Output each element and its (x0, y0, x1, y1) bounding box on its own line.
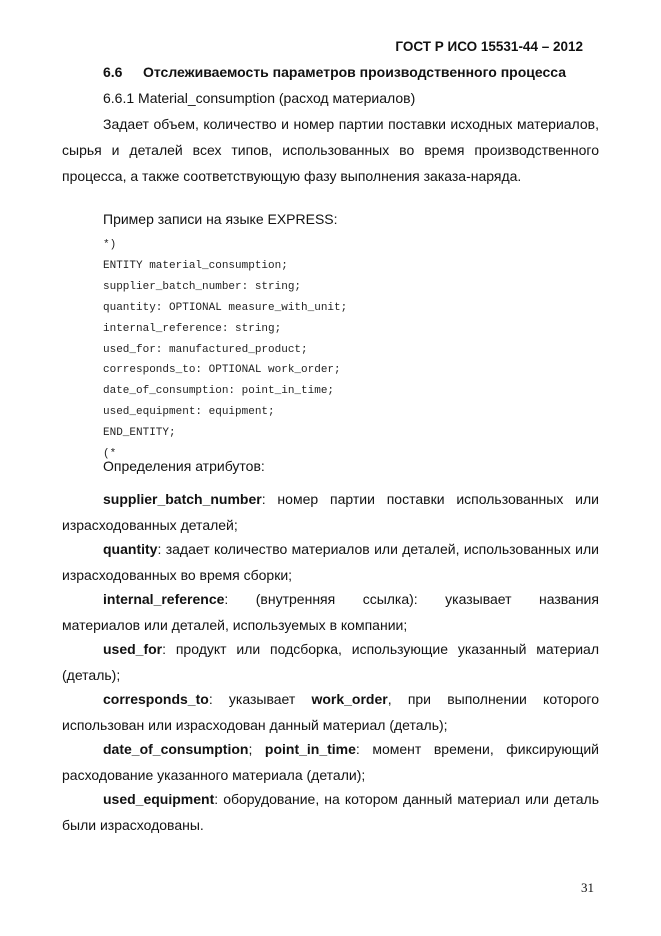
express-code-block (103, 235, 347, 465)
standard-code: ГОСТ Р ИСО 15531-44 – 2012 (395, 39, 583, 54)
code-line: supplier_batch_number: string; (103, 280, 302, 293)
code-line: used_for: manufactured_product; (103, 343, 308, 356)
definition-used-for (62, 636, 599, 688)
attribute-term: date_of_consumption (103, 741, 249, 757)
attribute-term: used_for (103, 641, 163, 657)
attribute-term: internal_reference (103, 591, 225, 607)
code-line: used_equipment: equipment; (103, 406, 275, 419)
definition-quantity (62, 536, 599, 588)
definition-text: : оборудование, на котором данный материал или деталь были израсходованы. (62, 791, 599, 833)
attribute-term: used_equipment (103, 791, 215, 807)
code-line: END_ENTITY; (103, 427, 176, 440)
definition-text: : продукт или подсборка, использующие указанный материал (деталь); (62, 641, 599, 683)
section-title: Отслеживаемость параметров производственного процесса (143, 64, 566, 80)
attribute-term: work_order (311, 691, 388, 707)
section-number: 6.6 (103, 64, 123, 80)
definition-text: : номер партии поставки использованных или израсходованных деталей; (62, 491, 599, 533)
attribute-term: point_in_time (264, 741, 356, 757)
definition-text: , при выполнении которого использован или израсходован данный материал (деталь); (62, 691, 599, 733)
code-line: date_of_consumption: point_in_time; (103, 385, 335, 398)
page-number: 31 (581, 880, 594, 895)
section-heading (103, 64, 566, 80)
definition-text: : момент времени, фиксирующий расходование указанного материала (детали); (62, 741, 599, 783)
intro-paragraph (62, 111, 599, 189)
intro-text: Задает объем, количество и номер партии поставки исходных материалов, сырья и деталей всех типов, использованных во время производственного процесса, а также соответствующую фазу выполнения заказа-наряда. (62, 116, 599, 184)
definition-text: материалов или деталей, используемых в компании; (62, 617, 408, 633)
code-line: *) (103, 239, 117, 251)
subsection-heading: 6.6.1 Material_consumption (расход материалов) (103, 90, 416, 106)
code-line: quantity: OPTIONAL measure_with_unit; (103, 301, 348, 314)
definition-internal-reference: internal_reference: (внутренняя ссылка): указывает названия материалов или деталей, используемых в компании; (62, 586, 599, 638)
code-line: internal_reference: string; (103, 322, 282, 335)
definition-corresponds-to: corresponds_to: указывает work_order, при выполнении которого использован или израсходован данный материал (деталь); (62, 691, 599, 733)
definition-supplier-batch-number (62, 486, 599, 538)
definition-used-equipment (62, 786, 599, 838)
definition-date-of-consumption: date_of_consumption; point_in_time: момент времени, фиксирующий расходование указанного материала (детали); (62, 741, 599, 783)
attribute-term: corresponds_to (103, 691, 209, 707)
attribute-term: supplier_batch_number (103, 491, 262, 507)
example-label: Пример записи на языке EXPRESS: (103, 211, 338, 227)
code-line: (* (103, 448, 117, 461)
code-line: ENTITY material_consumption; (103, 259, 288, 272)
code-line: corresponds_to: OPTIONAL work_order; (103, 364, 341, 377)
definition-text: : задает количество материалов или деталей, использованных или израсходованных во время сборки; (62, 541, 599, 583)
attribute-term: quantity (103, 541, 158, 557)
definitions-label: Определения атрибутов: (103, 458, 265, 474)
